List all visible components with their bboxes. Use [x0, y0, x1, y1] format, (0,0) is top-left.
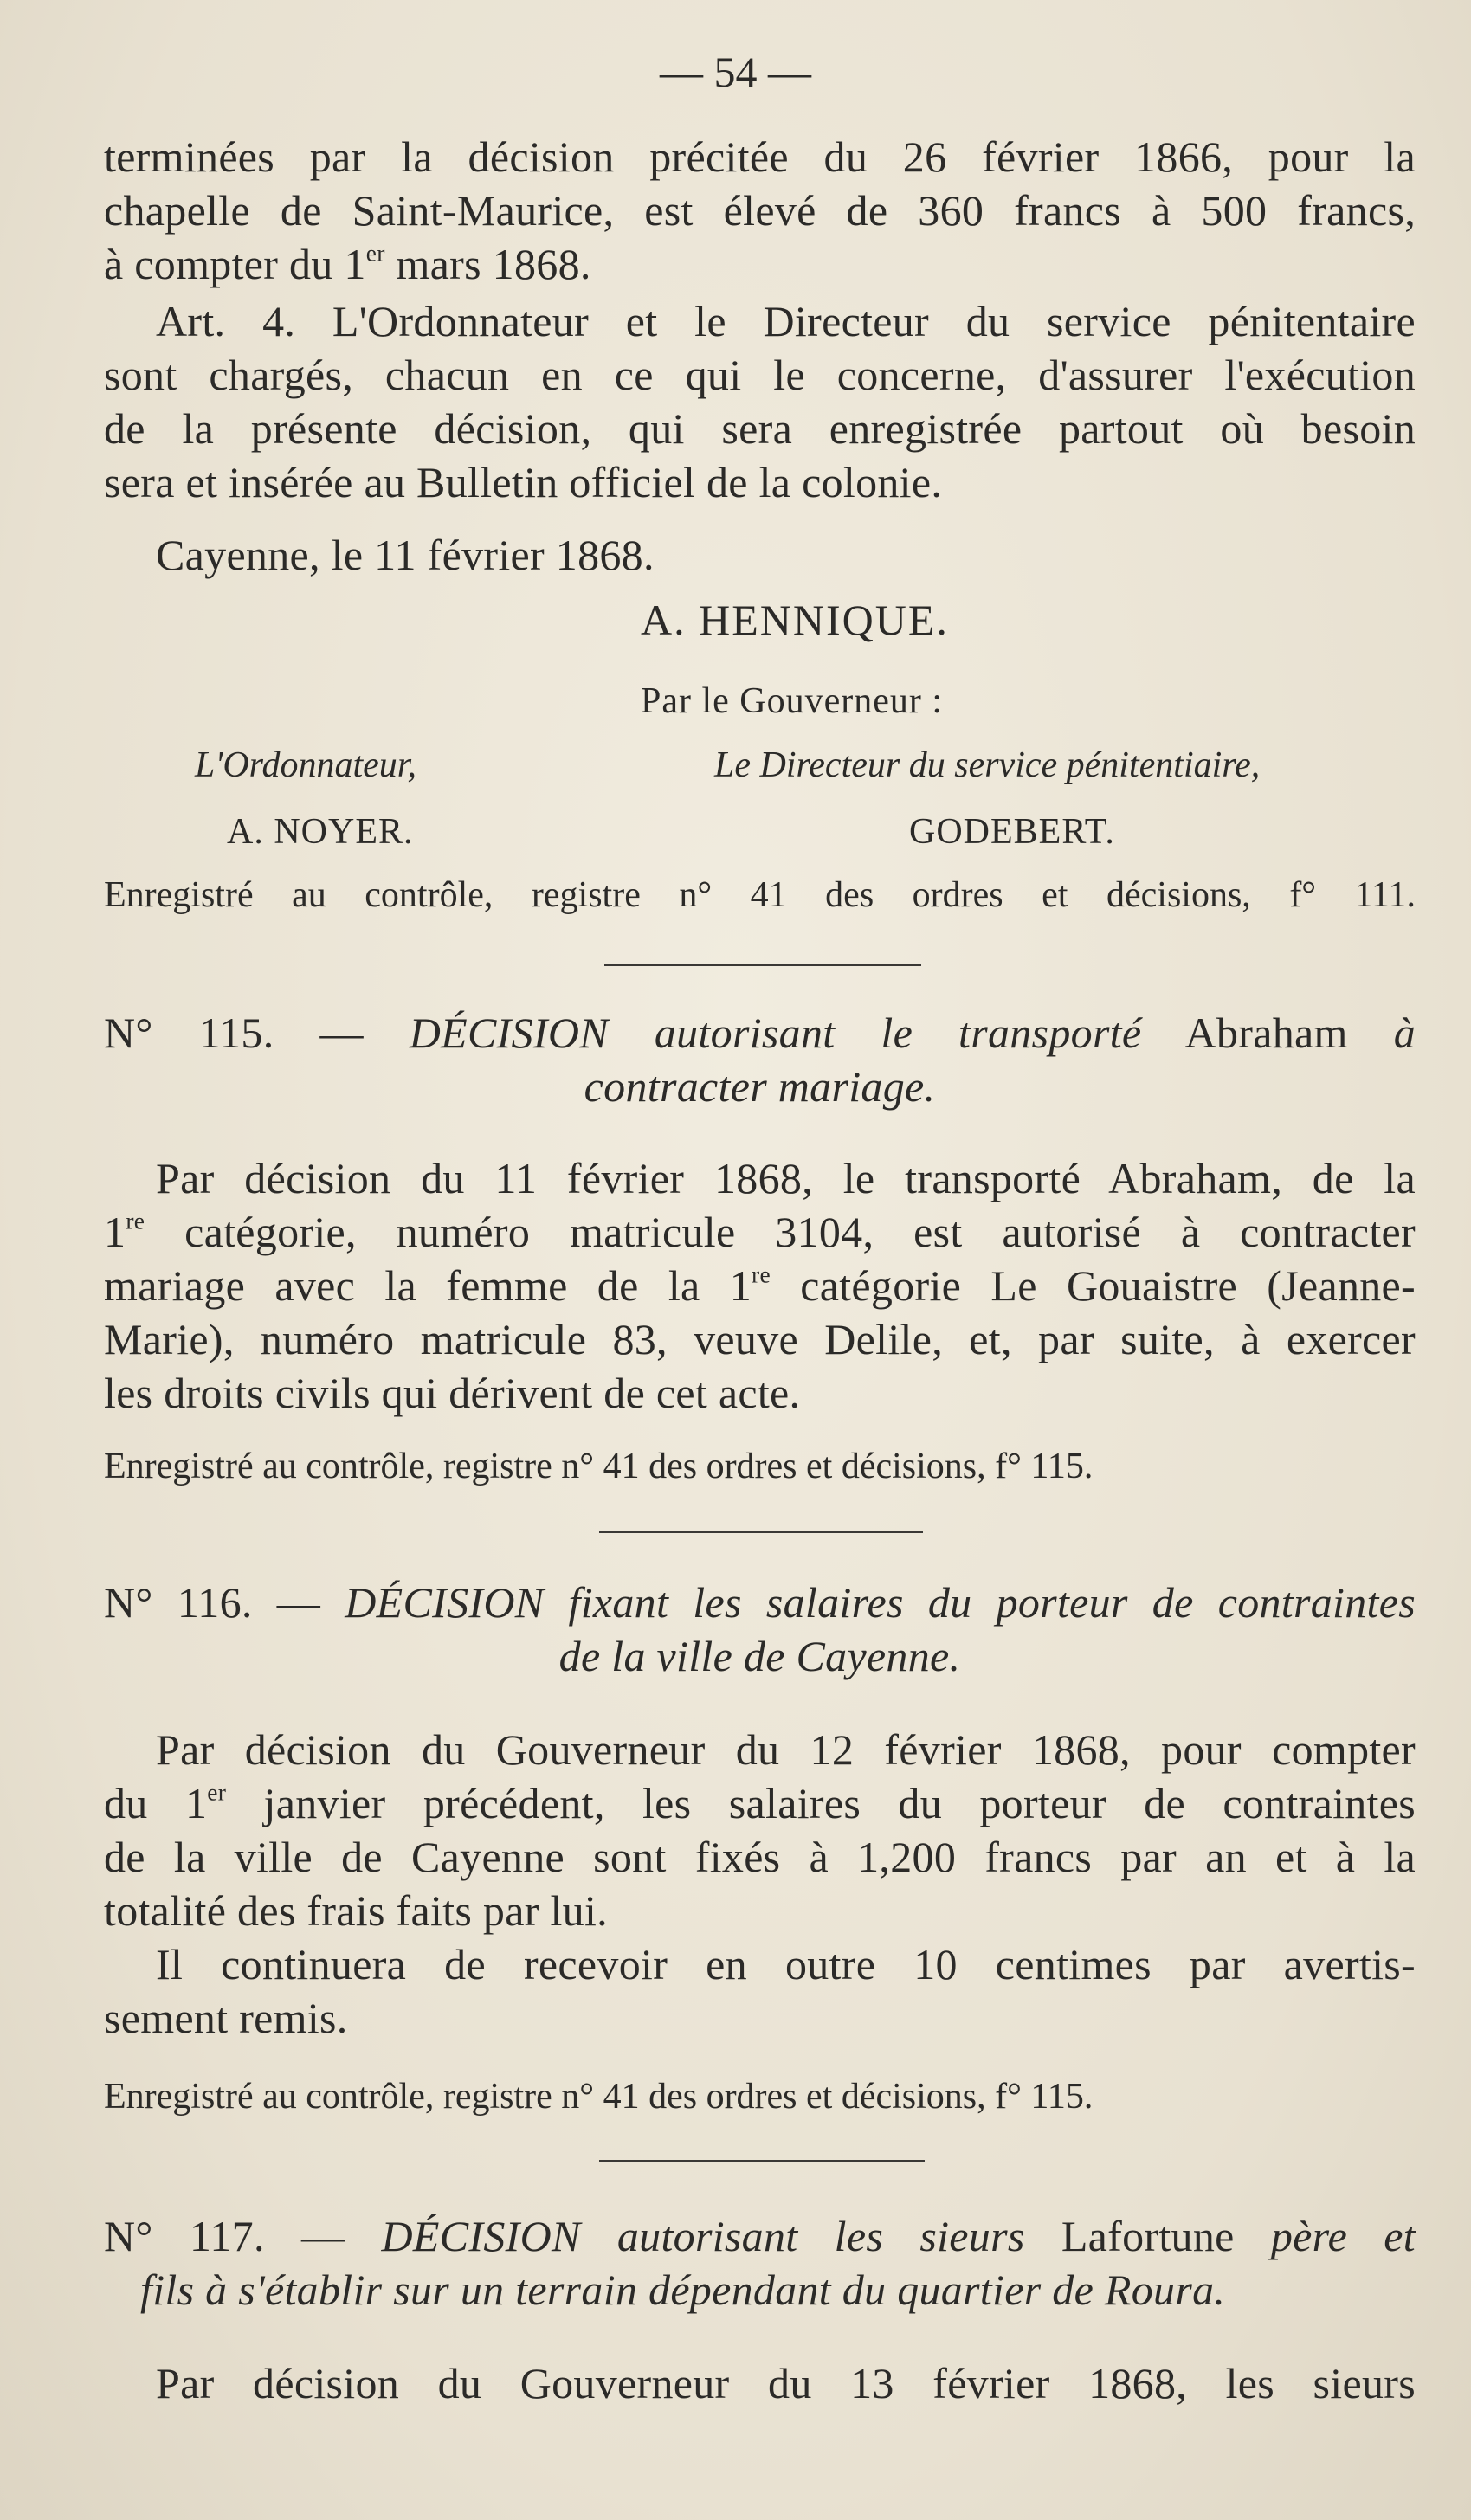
- text-line: de la ville de Cayenne sont fixés à 1,200 francs par an et à la: [104, 1833, 1416, 1881]
- decision-115: [104, 1006, 1416, 1113]
- ordonnateur-title: L'Ordonnateur,: [195, 745, 416, 785]
- text-line: les droits civils qui dérivent de cet acte.: [104, 1369, 801, 1417]
- article-4: [104, 294, 1416, 509]
- decision-title: [104, 1576, 1416, 1629]
- decision-title: [104, 2209, 1416, 2263]
- place-date: Cayenne, le 11 février 1868.: [156, 531, 655, 579]
- person-name: Lafortune: [1061, 2212, 1235, 2260]
- continuation-paragraph: [104, 130, 1416, 291]
- decision-115-body: [104, 1151, 1416, 1420]
- person-name: Abraham: [1184, 1009, 1348, 1057]
- decision-heading: fils à s'établir sur un terrain dépendant du quartier de Roura.: [140, 2265, 1226, 2314]
- decision-heading: de la ville de Cayenne.: [558, 1632, 961, 1680]
- decision-117-body: [104, 2356, 1416, 2410]
- section-divider: [599, 1531, 923, 1533]
- text-line: sont chargés, chacun en ce qui le concerne, d'assurer l'exécution: [104, 351, 1416, 399]
- text-line: Par décision du Gouverneur du 13 février 1868, les sieurs: [156, 2359, 1416, 2407]
- decision-heading: DÉCISION fixant les salaires du porteur de contraintes: [345, 1578, 1416, 1627]
- decision-116: [104, 1576, 1416, 1683]
- text-line: totalité des frais faits par lui.: [104, 1886, 608, 1935]
- decision-heading: père et: [1270, 2212, 1416, 2260]
- decision-heading: à: [1393, 1009, 1416, 1057]
- decision-heading: contracter mariage.: [584, 1062, 936, 1111]
- signatory-name: A. HENNIQUE.: [641, 596, 949, 644]
- page-number: — 54 —: [660, 48, 811, 96]
- text-line: Marie), numéro matricule 83, veuve Delile, et, par suite, à exercer: [104, 1315, 1416, 1363]
- registration-note: Enregistré au contrôle, registre n° 41 des ordres et décisions, f° 115.: [104, 2077, 1094, 2117]
- text-line: mariage avec la femme de la 1re catégorie Le Gouaistre (Jeanne-: [104, 1260, 1416, 1310]
- text-line: 1re catégorie, numéro matricule 3104, est autorisé à contracter: [104, 1207, 1416, 1256]
- text-line: terminées par la décision précitée du 26 février 1866, pour la: [104, 132, 1416, 181]
- section-divider: [604, 964, 921, 966]
- decision-heading: DÉCISION autorisant le transporté: [409, 1009, 1142, 1057]
- decision-number: N° 116. —: [104, 1578, 321, 1627]
- decision-116-body: [104, 1723, 1416, 2045]
- decision-title: [104, 1006, 1416, 1060]
- noyer-signature: A. NOYER.: [227, 812, 414, 852]
- directeur-title: Le Directeur du service pénitentiaire,: [714, 745, 1261, 785]
- registration-note: Enregistré au contrôle, registre n° 41 des ordres et décisions, f° 115.: [104, 1447, 1094, 1486]
- text-line: du 1er janvier précédent, les salaires du porteur de contraintes: [104, 1778, 1416, 1827]
- text-line: de la présente décision, qui sera enregistrée partout où besoin: [104, 404, 1416, 453]
- decision-117: [104, 2209, 1416, 2317]
- text-line: Il continuera de recevoir en outre 10 centimes par avertis-: [156, 1940, 1416, 1988]
- registration-note: Enregistré au contrôle, registre n° 41 des ordres et décisions, f° 111.: [104, 875, 1416, 915]
- text-line: sera et insérée au Bulletin officiel de la colonie.: [104, 458, 943, 506]
- text-line: Par décision du Gouverneur du 12 février 1868, pour compter: [156, 1725, 1416, 1774]
- decision-heading: DÉCISION autorisant les sieurs: [381, 2212, 1025, 2260]
- decision-number: N° 117. —: [104, 2212, 345, 2260]
- text-line: Art. 4. L'Ordonnateur et le Directeur du service pénitentaire: [156, 297, 1416, 345]
- text-line: à compter du 1er mars 1868.: [104, 239, 591, 288]
- text-line: Par décision du 11 février 1868, le transporté Abraham, de la: [156, 1154, 1416, 1202]
- decision-number: N° 115. —: [104, 1009, 364, 1057]
- godebert-signature: GODEBERT.: [909, 812, 1115, 852]
- text-line: chapelle de Saint-Maurice, est élevé de 360 francs à 500 francs,: [104, 186, 1416, 235]
- section-divider: [599, 2160, 925, 2162]
- text-line: sement remis.: [104, 1994, 348, 2042]
- par-le-gouverneur: Par le Gouverneur :: [641, 681, 944, 721]
